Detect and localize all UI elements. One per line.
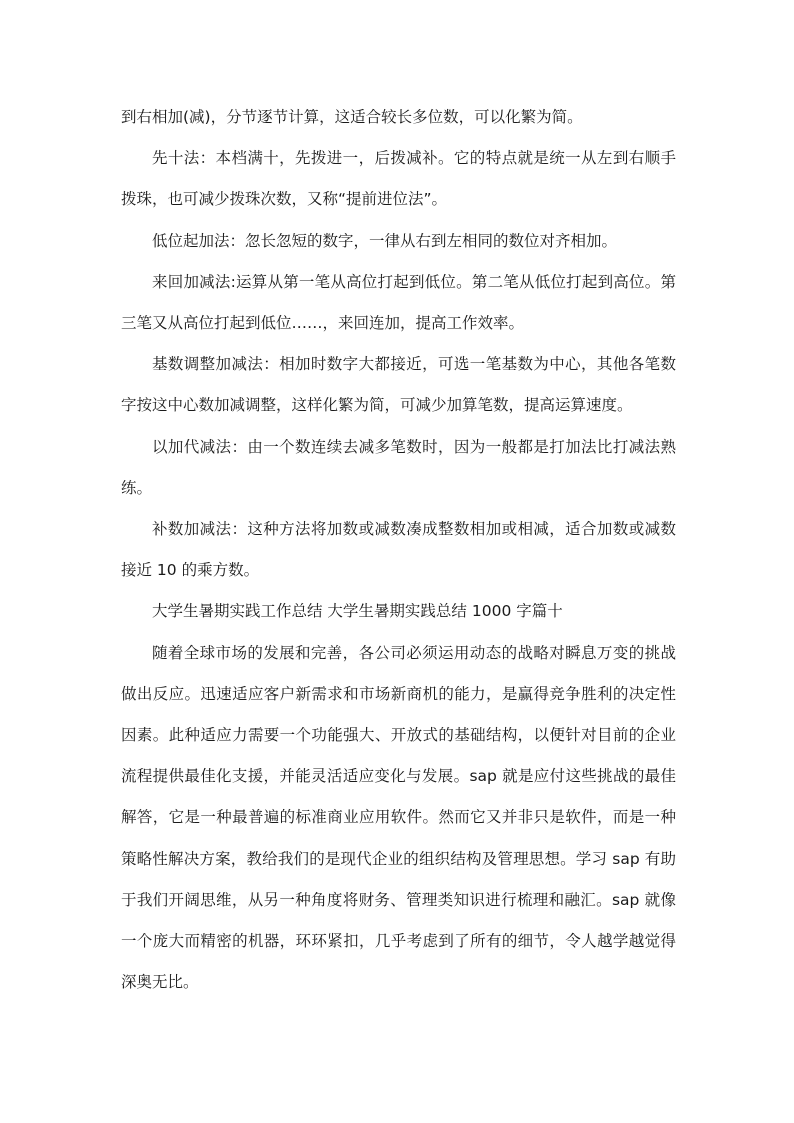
- paragraph-back-and-forth-method: 来回加减法:运算从第一笔从高位打起到低位。第二笔从低位打起到高位。第三笔又从高位打起到低位……，来回连加，提高工作效率。: [121, 272, 676, 333]
- paragraph-xianshi-method: 先十法：本档满十，先拨进一，后拨减补。它的特点就是统一从左到右顺手拨珠，也可减少拨珠次数，又称“提前进位法”。: [121, 149, 676, 209]
- paragraph-sap-intro: 随着全球市场的发展和完善，各公司必须运用动态的战略对瞬息万变的挑战做出反应。迅速适应客户新需求和市场新商机的能力，是赢得竞争胜利的决定性因素。此种适应力需要一个功能强大、开放式的基础结构，以便针对目前的企业流程提供最佳化支援，并能灵活适应变化与发展。sap 就是应付这些挑战的最佳解答，它是一种最普遍的标准商业应用软件。然而它又并非只是软件，而是一种策略性解决方案，教给我们的是现代企业的组织结构及管理思想。学习 sap 有助于我们开阔思维，从另一种角度将财务、管理类知识进行梳理和融汇。sap 就像一个庞大而精密的机器，环环紧扣，几乎考虑到了所有的细节，令人越学越觉得深奥无比。: [121, 643, 676, 992]
- paragraph-continuation: 到右相加(减)，分节逐节计算，这适合较长多位数，可以化繁为简。: [121, 108, 583, 126]
- section-heading: 大学生暑期实践工作总结 大学生暑期实践总结 1000 字篇十: [152, 602, 563, 621]
- paragraph-base-adjustment-method: 基数调整加减法：相加时数字大都接近，可选一笔基数为中心，其他各笔数字按这中心数加减调整，这样化繁为简，可减少加算笔数，提高运算速度。: [121, 355, 676, 415]
- paragraph-low-digit-addition: 低位起加法：忽长忽短的数字，一律从右到左相同的数位对齐相加。: [152, 231, 618, 250]
- paragraph-complement-method: 补数加减法：这种方法将加数或减数凑成整数相加或相减，适合加数或减数接近 10 的乘方数。: [121, 520, 676, 580]
- document-body: [121, 97, 676, 1003]
- paragraph-add-instead-of-subtract: 以加代减法：由一个数连续去减多笔数时，因为一般都是打加法比打减法熟练。: [121, 437, 676, 497]
